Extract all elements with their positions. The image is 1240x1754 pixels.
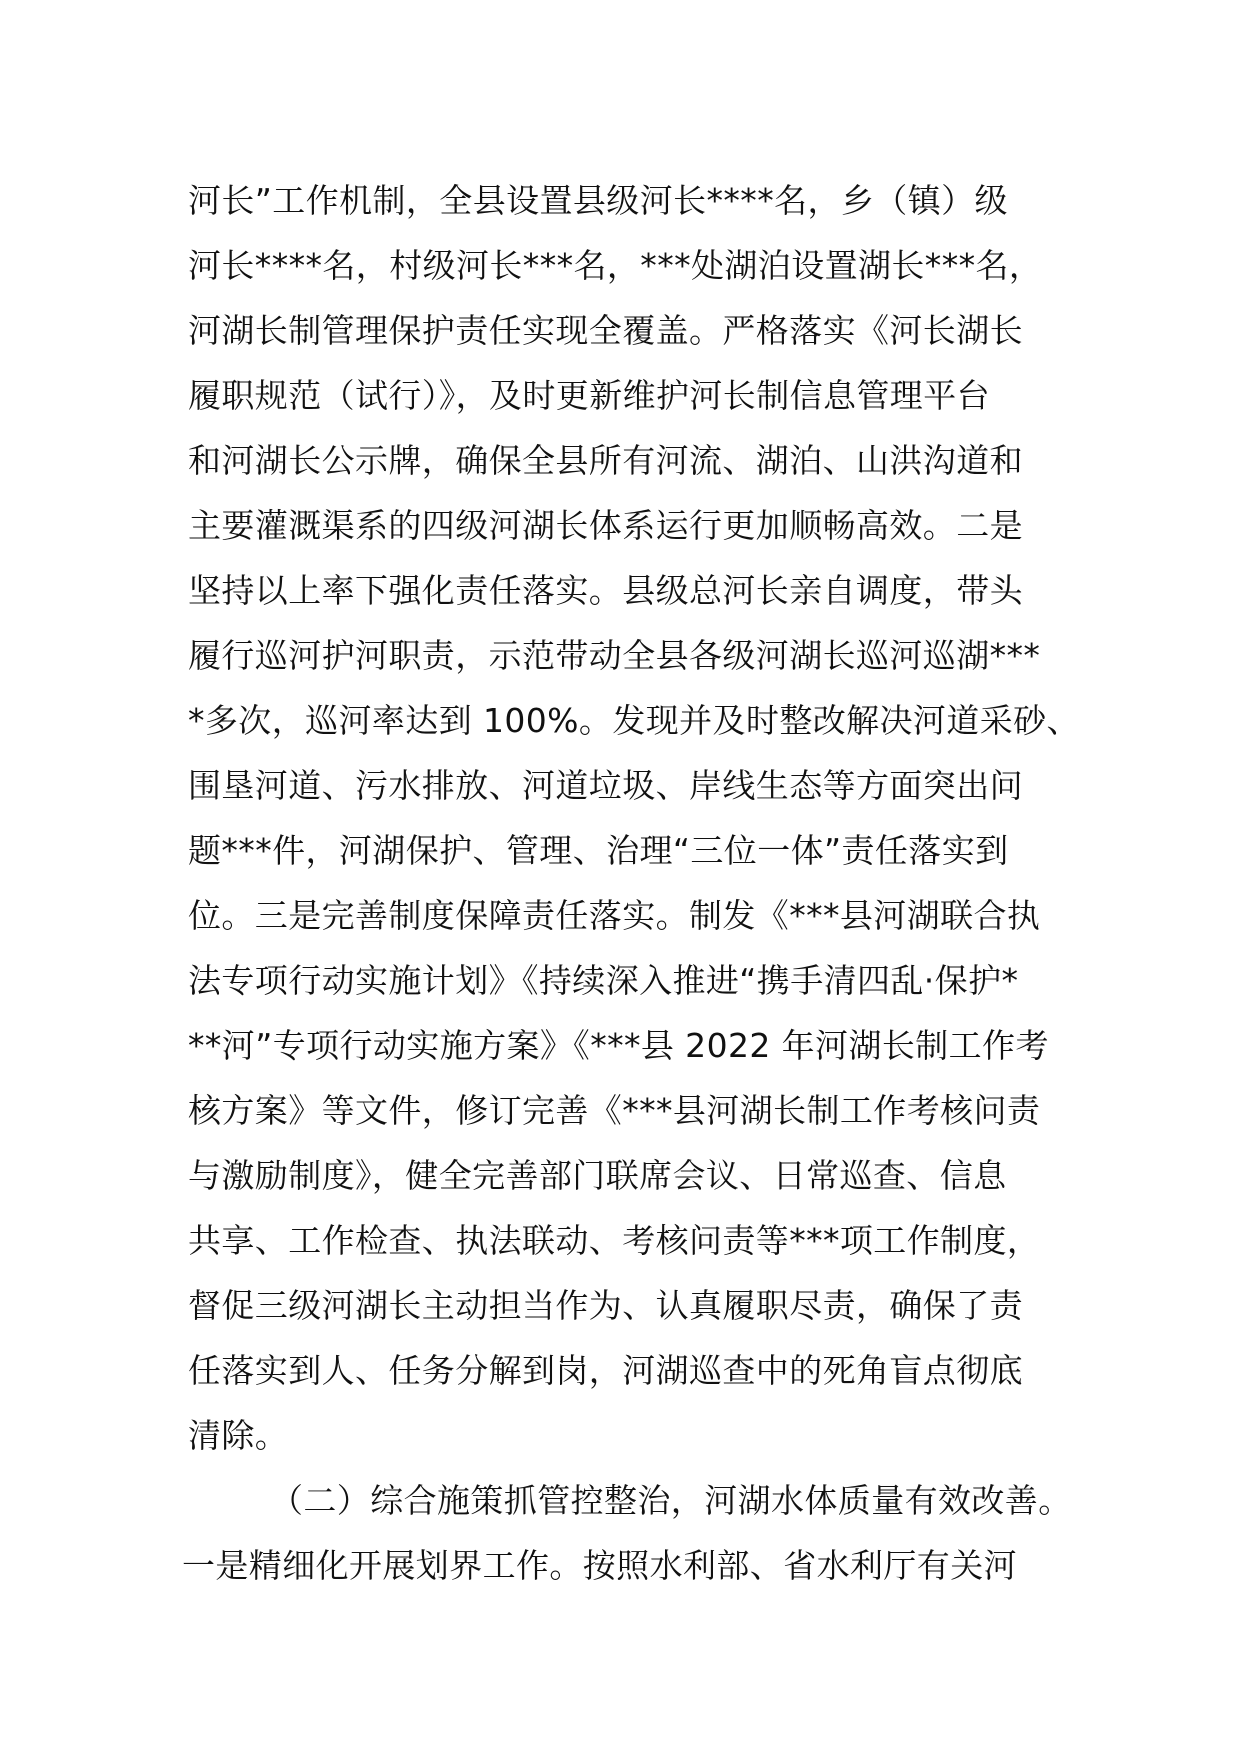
text-line: 主要灌溉渠系的四级河湖长体系运行更加顺畅高效。二是 (188, 506, 1023, 545)
section-heading: （二）综合施策抓管控整治，河湖水体质量有效改善。 (270, 1481, 1072, 1520)
text-line: 共享、工作检查、执法联动、考核问责等***项工作制度， (188, 1221, 1041, 1260)
text-line: 履行巡河护河职责，示范带动全县各级河湖长巡河巡湖*** (188, 636, 1041, 675)
text-line: *多次，巡河率达到 100%。发现并及时整改解决河道采砂、 (188, 701, 1080, 740)
text-line: 核方案》等文件，修订完善《***县河湖长制工作考核问责 (188, 1091, 1041, 1130)
text-line: 法专项行动实施计划》《持续深入推进“携手清四乱·保护* (188, 961, 1019, 1000)
text-line: **河”专项行动实施方案》《***县 2022 年河湖长制工作考 (188, 1026, 1049, 1065)
body-text (182, 168, 1080, 1598)
text-line: 履职规范（试行）》，及时更新维护河长制信息管理平台 (188, 376, 990, 415)
text-line: 围垦河道、污水排放、河道垃圾、岸线生态等方面突出问 (188, 766, 1023, 805)
text-line: 任落实到人、任务分解到岗，河湖巡查中的死角盲点彻底 (188, 1351, 1023, 1390)
text-line: 一是精细化开展划界工作。按照水利部、省水利厅有关河 (182, 1546, 1017, 1585)
text-line: 河长”工作机制，全县设置县级河长****名，乡（镇）级 (188, 181, 1008, 220)
text-line: 河湖长制管理保护责任实现全覆盖。严格落实《河长湖长 (188, 311, 1023, 350)
text-line: 与激励制度》，健全完善部门联席会议、日常巡查、信息 (188, 1156, 1007, 1195)
text-line: 题***件，河湖保护、管理、治理“三位一体”责任落实到 (188, 831, 1009, 870)
text-line: 和河湖长公示牌，确保全县所有河流、湖泊、山洪沟道和 (188, 441, 1023, 480)
text-line: 位。三是完善制度保障责任落实。制发《***县河湖联合执 (188, 896, 1041, 935)
text-line: 河长****名，村级河长***名，***处湖泊设置湖长***名， (188, 246, 1043, 285)
text-line: 清除。 (188, 1416, 289, 1455)
text-line: 督促三级河湖长主动担当作为、认真履职尽责，确保了责 (188, 1286, 1023, 1325)
text-line: 坚持以上率下强化责任落实。县级总河长亲自调度，带头 (188, 571, 1023, 610)
